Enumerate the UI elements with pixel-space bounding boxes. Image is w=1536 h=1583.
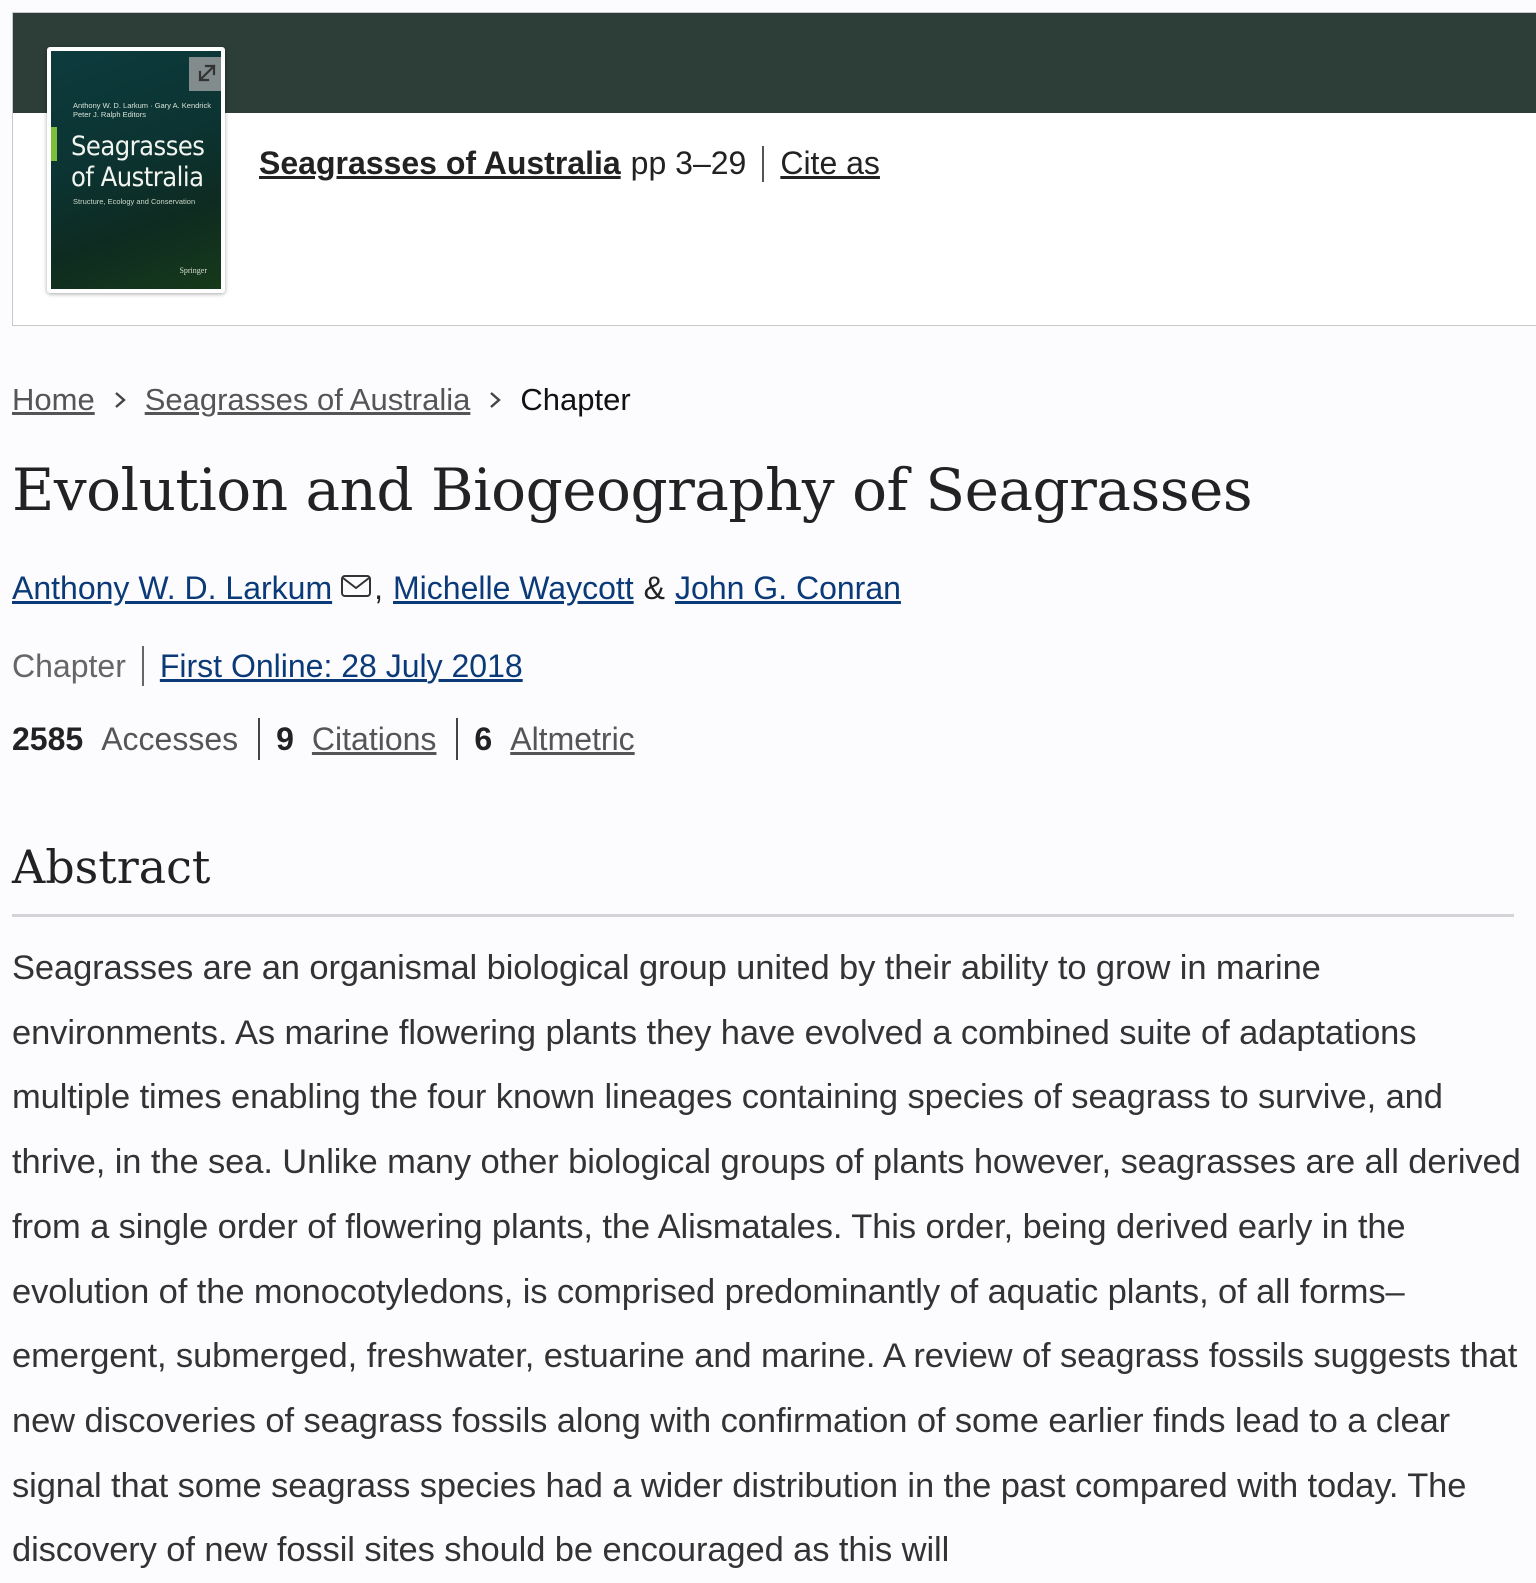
author-list <box>12 570 901 607</box>
book-title-link[interactable]: Seagrasses of Australia <box>259 145 621 181</box>
cover-accent-stripe <box>51 127 57 161</box>
accesses-count: 2585 <box>12 720 84 757</box>
chevron-right-icon <box>488 382 502 418</box>
publication-meta <box>12 646 523 686</box>
author-link-waycott[interactable]: Michelle Waycott <box>393 570 634 606</box>
mail-icon[interactable] <box>340 570 372 607</box>
chapter-title: Evolution and Biogeography of Seagrasses <box>12 456 1253 524</box>
book-cover[interactable] <box>47 47 225 293</box>
cover-publisher: Springer <box>179 266 207 275</box>
header-band <box>13 13 1536 113</box>
author-separator: , <box>374 570 384 606</box>
breadcrumb-current: Chapter <box>520 382 631 417</box>
altmetric-link[interactable]: Altmetric <box>510 720 635 757</box>
abstract-text: Seagrasses are an organismal biological group united by their ability to grow in marine environments. As marine flowering plants they have evolved a combined suite of adaptations multiple times enabling the four known lineages containing species of seagrass to survive, and thrive, in the sea. Unlike many other biological groups of plants however, seagrasses are all derived from a single order of flowering plants, the Alismatales. This order, being derived early in the evolution of the monocotyledons, is comprised predominantly of aquatic plants, of all forms–emergent, submerged, freshwater, estuarine and marine. A review of seagrass fossils suggests that new discoveries of seagrass fossils along with confirmation of some earlier finds lead to a clear signal that some seagrass species had a wider distribution in the past compared with today. The discovery of new fossil sites should be encouraged as this will <box>12 949 1521 1570</box>
author-link-conran[interactable]: John G. Conran <box>675 570 901 606</box>
cover-subtitle: Structure, Ecology and Conservation <box>73 197 196 206</box>
metrics-bar <box>12 718 635 760</box>
cover-editors: Anthony W. D. Larkum · Gary A. Kendrick Peter J. Ralph Editors <box>73 101 211 119</box>
breadcrumb-book-link[interactable]: Seagrasses of Australia <box>144 382 471 417</box>
divider <box>456 718 458 760</box>
book-info-line <box>259 145 880 182</box>
altmetric-count: 6 <box>474 720 493 757</box>
author-ampersand: & <box>643 570 666 606</box>
accesses-label: Accesses <box>101 720 239 757</box>
breadcrumb-home-link[interactable]: Home <box>12 382 95 417</box>
cover-title: Seagrasses of Australia <box>71 131 205 193</box>
abstract-divider <box>12 914 1514 917</box>
page-range: pp 3–29 <box>630 145 747 181</box>
book-header <box>12 12 1536 326</box>
content-type: Chapter <box>12 647 126 684</box>
divider <box>142 646 144 686</box>
abstract-heading: Abstract <box>12 840 211 894</box>
citations-count: 9 <box>276 720 294 757</box>
citations-link[interactable]: Citations <box>311 720 437 757</box>
divider <box>258 718 260 760</box>
cite-as-link[interactable]: Cite as <box>780 145 880 181</box>
book-cover-image <box>51 51 221 289</box>
breadcrumb <box>12 382 631 418</box>
author-link-larkum[interactable]: Anthony W. D. Larkum <box>12 570 333 606</box>
chevron-right-icon <box>113 382 127 418</box>
first-online-link[interactable]: First Online: 28 July 2018 <box>159 647 523 684</box>
divider <box>762 146 764 182</box>
expand-icon[interactable] <box>189 57 221 91</box>
